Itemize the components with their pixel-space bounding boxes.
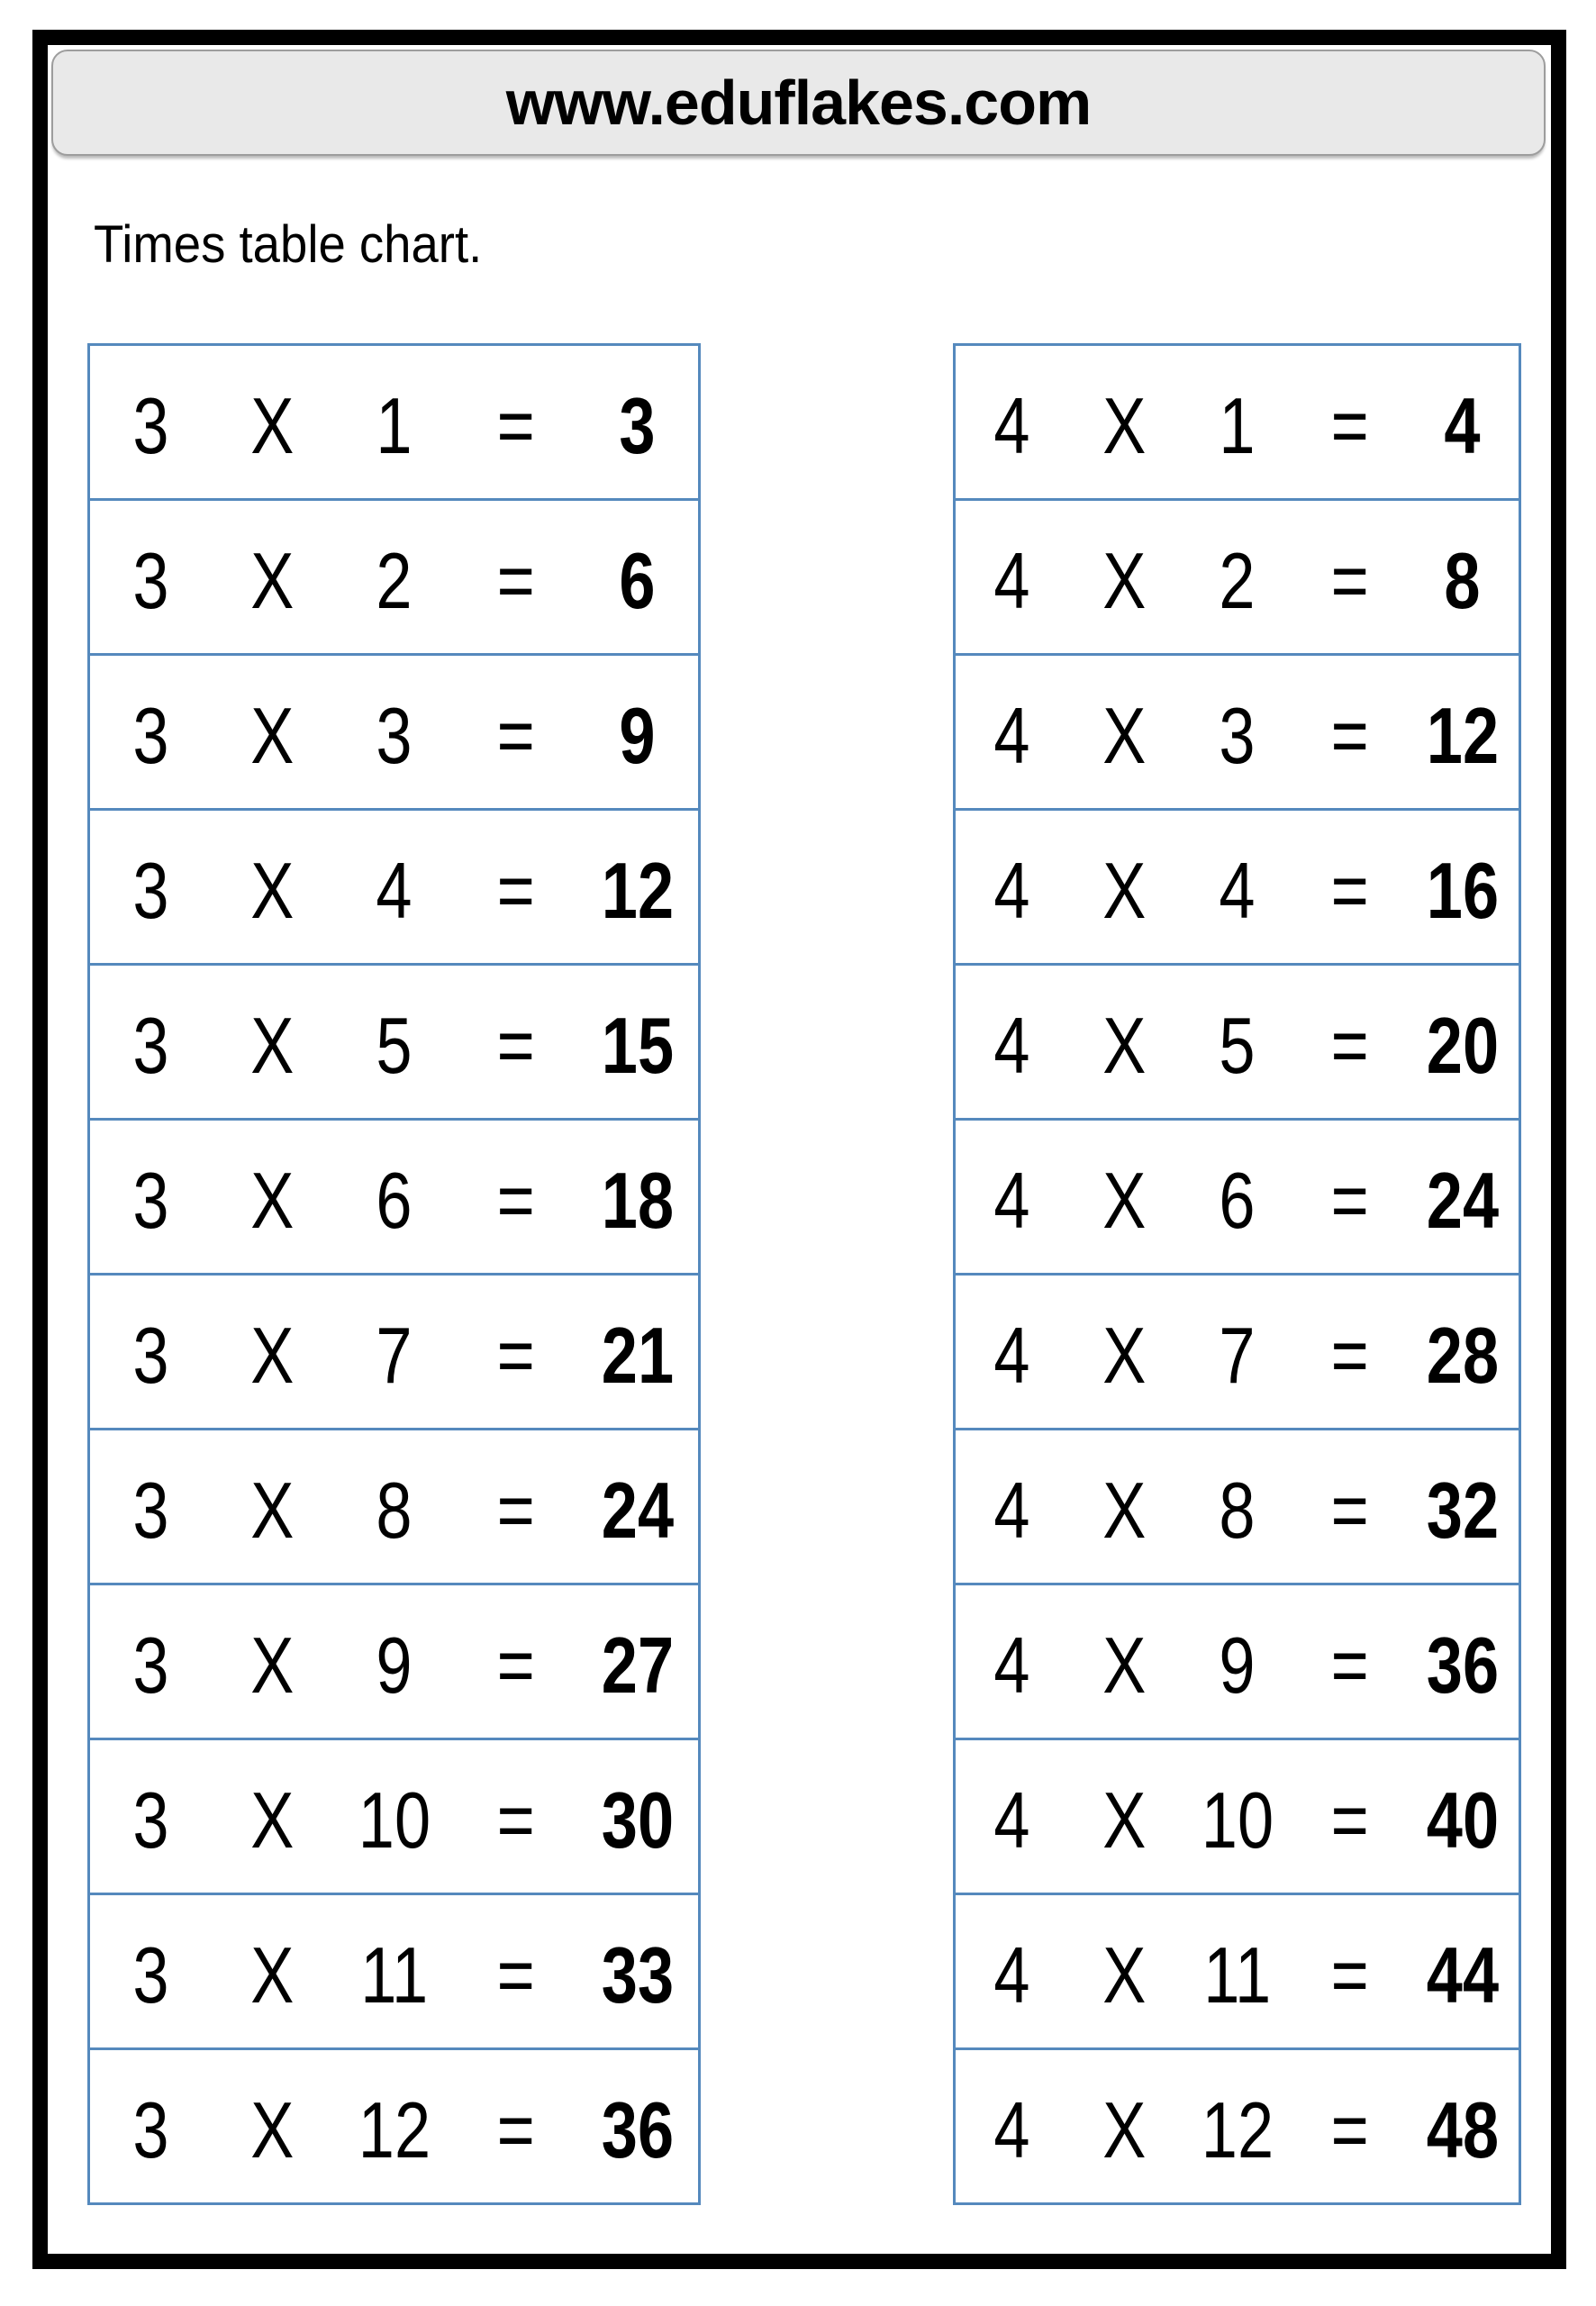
multiplicand-cell xyxy=(956,966,1068,1118)
product-cell-text: 28 xyxy=(1426,1310,1499,1400)
multiplicand-cell-text: 4 xyxy=(993,1000,1030,1090)
product-cell xyxy=(576,811,698,963)
multiplier-cell xyxy=(1181,501,1293,653)
product-cell xyxy=(1406,1740,1519,1893)
product-cell xyxy=(576,1276,698,1428)
equals-sign xyxy=(455,1430,576,1583)
multiply-sign-text: X xyxy=(250,1310,295,1400)
equals-sign-text: = xyxy=(496,380,535,470)
equals-sign xyxy=(1293,1585,1406,1738)
multiplier-cell xyxy=(1181,1276,1293,1428)
equals-sign xyxy=(455,1276,576,1428)
multiplicand-cell-text: 4 xyxy=(993,1775,1030,1865)
multiplicand-cell xyxy=(956,1895,1068,2047)
multiplicand-cell-text: 3 xyxy=(132,1929,169,2020)
table-row xyxy=(90,346,698,501)
multiplier-cell xyxy=(1181,811,1293,963)
multiply-sign-text: X xyxy=(1102,2084,1147,2174)
equals-sign-text: = xyxy=(496,1000,535,1090)
multiply-sign xyxy=(1068,811,1181,963)
multiplicand-cell xyxy=(956,2050,1068,2202)
multiplicand-cell-text: 4 xyxy=(993,1620,1030,1710)
product-cell xyxy=(1406,811,1519,963)
table-row xyxy=(956,811,1519,966)
multiply-sign-text: X xyxy=(250,845,295,935)
multiplier-cell xyxy=(333,1585,455,1738)
multiplicand-cell xyxy=(956,1585,1068,1738)
product-cell-text: 36 xyxy=(1426,1620,1499,1710)
multiplier-cell xyxy=(1181,1895,1293,2047)
table-row xyxy=(90,1276,698,1430)
multiplicand-cell xyxy=(956,811,1068,963)
multiplier-cell-text: 12 xyxy=(358,2084,431,2174)
equals-sign xyxy=(1293,656,1406,808)
multiply-sign xyxy=(1068,1121,1181,1273)
equals-sign-text: = xyxy=(496,1929,535,2020)
multiplicand-cell-text: 4 xyxy=(993,1155,1030,1245)
multiplier-cell xyxy=(333,656,455,808)
equals-sign-text: = xyxy=(496,1465,535,1555)
equals-sign-text: = xyxy=(496,535,535,625)
equals-sign-text: = xyxy=(1330,380,1369,470)
multiplicand-cell xyxy=(90,1430,212,1583)
multiply-sign xyxy=(212,1430,333,1583)
multiplier-cell xyxy=(1181,1585,1293,1738)
multiply-sign-text: X xyxy=(1102,1775,1147,1865)
product-cell-text: 9 xyxy=(619,690,656,780)
multiplicand-cell xyxy=(90,1585,212,1738)
equals-sign-text: = xyxy=(496,1310,535,1400)
multiplier-cell-text: 2 xyxy=(376,535,413,625)
multiplier-cell xyxy=(1181,1430,1293,1583)
equals-sign xyxy=(455,501,576,653)
product-cell xyxy=(576,1895,698,2047)
times-table-4 xyxy=(953,343,1521,2205)
equals-sign xyxy=(455,1895,576,2047)
equals-sign-text: = xyxy=(496,1620,535,1710)
equals-sign-text: = xyxy=(496,1775,535,1865)
product-cell-text: 48 xyxy=(1426,2084,1499,2174)
multiply-sign xyxy=(1068,966,1181,1118)
multiplicand-cell-text: 3 xyxy=(132,380,169,470)
multiplicand-cell-text: 4 xyxy=(993,1465,1030,1555)
multiplicand-cell-text: 4 xyxy=(993,1929,1030,2020)
multiplier-cell xyxy=(333,1276,455,1428)
multiplier-cell-text: 11 xyxy=(360,1929,428,2020)
multiplier-cell xyxy=(333,1895,455,2047)
multiplier-cell-text: 5 xyxy=(376,1000,413,1090)
product-cell-text: 20 xyxy=(1426,1000,1499,1090)
table-row xyxy=(90,1121,698,1276)
multiplier-cell-text: 2 xyxy=(1219,535,1256,625)
multiplicand-cell xyxy=(956,1740,1068,1893)
times-table-3 xyxy=(87,343,701,2205)
product-cell xyxy=(576,1740,698,1893)
multiplicand-cell xyxy=(956,346,1068,498)
equals-sign-text: = xyxy=(1330,1155,1369,1245)
equals-sign-text: = xyxy=(1330,690,1369,780)
multiplier-cell xyxy=(1181,1740,1293,1893)
multiplicand-cell xyxy=(90,1740,212,1893)
product-cell-text: 24 xyxy=(1426,1155,1499,1245)
table-row xyxy=(90,811,698,966)
multiply-sign xyxy=(212,1121,333,1273)
equals-sign-text: = xyxy=(496,690,535,780)
multiply-sign xyxy=(212,346,333,498)
product-cell xyxy=(1406,656,1519,808)
multiply-sign-text: X xyxy=(1102,1465,1147,1555)
multiply-sign-text: X xyxy=(250,1000,295,1090)
table-row xyxy=(956,501,1519,656)
multiplier-cell-text: 8 xyxy=(1219,1465,1256,1555)
equals-sign xyxy=(455,1740,576,1893)
multiply-sign-text: X xyxy=(250,1775,295,1865)
multiplier-cell xyxy=(333,2050,455,2202)
multiplicand-cell-text: 4 xyxy=(993,845,1030,935)
multiplier-cell-text: 9 xyxy=(376,1620,413,1710)
table-row xyxy=(956,1740,1519,1895)
table-row xyxy=(956,1585,1519,1740)
multiply-sign-text: X xyxy=(250,690,295,780)
product-cell xyxy=(1406,2050,1519,2202)
multiply-sign xyxy=(1068,656,1181,808)
multiplicand-cell xyxy=(956,1276,1068,1428)
equals-sign xyxy=(1293,811,1406,963)
multiply-sign xyxy=(1068,1585,1181,1738)
product-cell-text: 32 xyxy=(1426,1465,1499,1555)
multiply-sign xyxy=(1068,2050,1181,2202)
table-row xyxy=(90,1585,698,1740)
product-cell xyxy=(576,346,698,498)
product-cell xyxy=(576,1430,698,1583)
equals-sign xyxy=(1293,1430,1406,1583)
multiplier-cell-text: 5 xyxy=(1219,1000,1256,1090)
multiplicand-cell xyxy=(90,1121,212,1273)
product-cell-text: 15 xyxy=(601,1000,674,1090)
product-cell xyxy=(576,656,698,808)
table-row xyxy=(956,2050,1519,2202)
multiply-sign-text: X xyxy=(1102,1000,1147,1090)
multiplier-cell-text: 7 xyxy=(1219,1310,1256,1400)
equals-sign xyxy=(455,656,576,808)
table-row xyxy=(956,656,1519,811)
equals-sign xyxy=(455,1121,576,1273)
multiplier-cell xyxy=(333,1740,455,1893)
page-title: Times table chart. xyxy=(94,215,483,274)
multiplicand-cell xyxy=(90,656,212,808)
equals-sign xyxy=(1293,1740,1406,1893)
equals-sign-text: = xyxy=(1330,535,1369,625)
equals-sign xyxy=(455,346,576,498)
multiplicand-cell-text: 3 xyxy=(132,1620,169,1710)
multiply-sign xyxy=(212,1740,333,1893)
multiplier-cell xyxy=(333,501,455,653)
product-cell xyxy=(576,1121,698,1273)
equals-sign xyxy=(1293,1121,1406,1273)
product-cell xyxy=(1406,966,1519,1118)
multiplier-cell-text: 11 xyxy=(1203,1929,1271,2020)
equals-sign-text: = xyxy=(496,2084,535,2174)
multiplicand-cell xyxy=(956,1121,1068,1273)
multiplicand-cell xyxy=(956,1430,1068,1583)
multiplicand-cell xyxy=(90,1276,212,1428)
equals-sign xyxy=(455,966,576,1118)
equals-sign xyxy=(1293,1895,1406,2047)
multiplicand-cell-text: 3 xyxy=(132,1310,169,1400)
product-cell xyxy=(1406,1895,1519,2047)
product-cell-text: 6 xyxy=(619,535,656,625)
equals-sign xyxy=(1293,346,1406,498)
equals-sign xyxy=(455,2050,576,2202)
multiplier-cell-text: 1 xyxy=(376,380,413,470)
multiply-sign xyxy=(212,811,333,963)
multiply-sign-text: X xyxy=(250,1929,295,2020)
equals-sign xyxy=(455,1585,576,1738)
product-cell xyxy=(1406,1276,1519,1428)
multiply-sign-text: X xyxy=(1102,690,1147,780)
table-row xyxy=(956,1121,1519,1276)
multiplier-cell xyxy=(333,346,455,498)
product-cell xyxy=(576,966,698,1118)
multiply-sign xyxy=(212,656,333,808)
equals-sign-text: = xyxy=(496,845,535,935)
multiplicand-cell-text: 4 xyxy=(993,690,1030,780)
multiplicand-cell xyxy=(90,1895,212,2047)
multiplier-cell-text: 3 xyxy=(1219,690,1256,780)
product-cell xyxy=(1406,346,1519,498)
multiplier-cell-text: 1 xyxy=(1219,380,1256,470)
product-cell-text: 12 xyxy=(1426,690,1499,780)
multiplier-cell xyxy=(333,1121,455,1273)
multiplicand-cell-text: 3 xyxy=(132,1000,169,1090)
multiply-sign xyxy=(212,1895,333,2047)
product-cell-text: 33 xyxy=(601,1929,674,2020)
product-cell xyxy=(576,501,698,653)
equals-sign-text: = xyxy=(1330,1620,1369,1710)
multiplier-cell-text: 6 xyxy=(376,1155,413,1245)
multiplier-cell xyxy=(1181,966,1293,1118)
multiplicand-cell-text: 3 xyxy=(132,2084,169,2174)
multiplicand-cell xyxy=(90,346,212,498)
table-row xyxy=(956,966,1519,1121)
product-cell-text: 4 xyxy=(1444,380,1481,470)
multiplicand-cell xyxy=(90,966,212,1118)
multiply-sign-text: X xyxy=(1102,380,1147,470)
table-row xyxy=(956,1895,1519,2050)
multiply-sign-text: X xyxy=(1102,845,1147,935)
multiply-sign xyxy=(1068,1430,1181,1583)
equals-sign-text: = xyxy=(1330,1310,1369,1400)
equals-sign xyxy=(1293,501,1406,653)
equals-sign-text: = xyxy=(1330,845,1369,935)
multiply-sign xyxy=(212,501,333,653)
table-row xyxy=(90,1430,698,1585)
multiply-sign-text: X xyxy=(250,535,295,625)
multiplier-cell-text: 9 xyxy=(1219,1620,1256,1710)
multiply-sign-text: X xyxy=(250,1465,295,1555)
equals-sign-text: = xyxy=(1330,2084,1369,2174)
multiply-sign-text: X xyxy=(1102,1929,1147,2020)
multiplicand-cell xyxy=(90,811,212,963)
multiply-sign-text: X xyxy=(250,2084,295,2174)
equals-sign xyxy=(455,811,576,963)
table-row xyxy=(90,656,698,811)
multiplier-cell-text: 4 xyxy=(376,845,413,935)
multiplier-cell xyxy=(1181,2050,1293,2202)
multiplicand-cell-text: 3 xyxy=(132,1465,169,1555)
multiply-sign xyxy=(1068,1895,1181,2047)
product-cell-text: 16 xyxy=(1426,845,1499,935)
product-cell-text: 27 xyxy=(601,1620,674,1710)
product-cell-text: 3 xyxy=(619,380,656,470)
equals-sign xyxy=(1293,1276,1406,1428)
product-cell-text: 24 xyxy=(601,1465,674,1555)
multiplier-cell xyxy=(1181,346,1293,498)
multiplicand-cell xyxy=(90,501,212,653)
multiplier-cell-text: 7 xyxy=(376,1310,413,1400)
multiply-sign xyxy=(212,1585,333,1738)
table-row xyxy=(956,1430,1519,1585)
table-row xyxy=(90,1740,698,1895)
product-cell-text: 44 xyxy=(1426,1929,1499,2020)
multiplier-cell xyxy=(1181,656,1293,808)
product-cell xyxy=(1406,501,1519,653)
multiply-sign-text: X xyxy=(250,380,295,470)
equals-sign-text: = xyxy=(1330,1465,1369,1555)
multiply-sign xyxy=(1068,1276,1181,1428)
multiply-sign-text: X xyxy=(1102,1310,1147,1400)
multiplier-cell-text: 4 xyxy=(1219,845,1256,935)
site-title: www.eduflakes.com xyxy=(505,68,1092,138)
multiplicand-cell-text: 4 xyxy=(993,380,1030,470)
multiplicand-cell-text: 3 xyxy=(132,535,169,625)
multiply-sign xyxy=(1068,501,1181,653)
multiplicand-cell xyxy=(90,2050,212,2202)
multiplier-cell-text: 3 xyxy=(376,690,413,780)
equals-sign-text: = xyxy=(496,1155,535,1245)
product-cell-text: 12 xyxy=(601,845,674,935)
multiplicand-cell-text: 4 xyxy=(993,2084,1030,2174)
multiplicand-cell xyxy=(956,501,1068,653)
product-cell-text: 21 xyxy=(601,1310,674,1400)
multiply-sign xyxy=(212,1276,333,1428)
multiplier-cell xyxy=(1181,1121,1293,1273)
product-cell xyxy=(576,2050,698,2202)
multiplicand-cell-text: 3 xyxy=(132,1155,169,1245)
multiply-sign-text: X xyxy=(1102,535,1147,625)
multiply-sign xyxy=(212,966,333,1118)
multiply-sign xyxy=(1068,346,1181,498)
multiplicand-cell-text: 3 xyxy=(132,690,169,780)
table-row xyxy=(90,1895,698,2050)
multiplicand-cell-text: 4 xyxy=(993,1310,1030,1400)
equals-sign-text: = xyxy=(1330,1929,1369,2020)
multiply-sign-text: X xyxy=(1102,1155,1147,1245)
product-cell xyxy=(576,1585,698,1738)
multiply-sign-text: X xyxy=(250,1155,295,1245)
product-cell-text: 40 xyxy=(1426,1775,1499,1865)
multiplicand-cell-text: 3 xyxy=(132,845,169,935)
multiplicand-cell xyxy=(956,656,1068,808)
table-row xyxy=(90,501,698,656)
multiply-sign-text: X xyxy=(250,1620,295,1710)
equals-sign-text: = xyxy=(1330,1775,1369,1865)
table-row xyxy=(956,1276,1519,1430)
product-cell xyxy=(1406,1430,1519,1583)
multiply-sign xyxy=(212,2050,333,2202)
multiplier-cell-text: 10 xyxy=(358,1775,431,1865)
table-row xyxy=(90,966,698,1121)
multiplier-cell-text: 6 xyxy=(1219,1155,1256,1245)
product-cell xyxy=(1406,1585,1519,1738)
product-cell-text: 30 xyxy=(601,1775,674,1865)
multiplier-cell-text: 8 xyxy=(376,1465,413,1555)
product-cell xyxy=(1406,1121,1519,1273)
table-row xyxy=(90,2050,698,2202)
product-cell-text: 36 xyxy=(601,2084,674,2174)
multiplier-cell-text: 10 xyxy=(1201,1775,1274,1865)
equals-sign-text: = xyxy=(1330,1000,1369,1090)
multiplicand-cell-text: 3 xyxy=(132,1775,169,1865)
multiplier-cell xyxy=(333,811,455,963)
header-bar xyxy=(51,50,1546,156)
multiply-sign-text: X xyxy=(1102,1620,1147,1710)
multiplier-cell-text: 12 xyxy=(1201,2084,1274,2174)
multiplicand-cell-text: 4 xyxy=(993,535,1030,625)
product-cell-text: 8 xyxy=(1444,535,1481,625)
table-row xyxy=(956,346,1519,501)
product-cell-text: 18 xyxy=(601,1155,674,1245)
equals-sign xyxy=(1293,2050,1406,2202)
multiplier-cell xyxy=(333,966,455,1118)
multiply-sign xyxy=(1068,1740,1181,1893)
equals-sign xyxy=(1293,966,1406,1118)
multiplier-cell xyxy=(333,1430,455,1583)
